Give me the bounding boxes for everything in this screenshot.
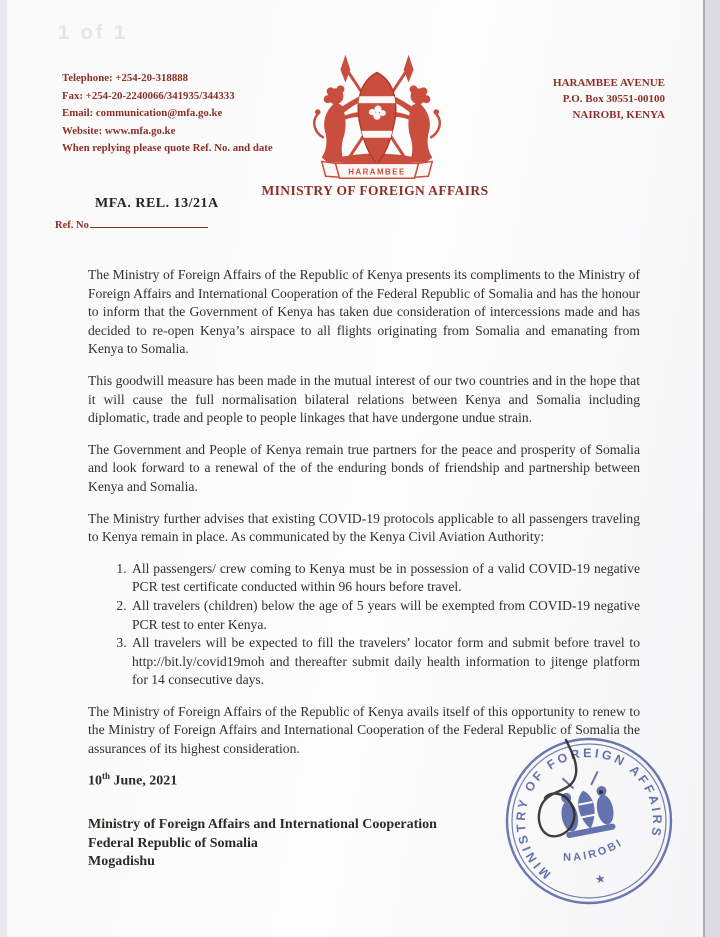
- letterhead-address-block: [553, 75, 665, 123]
- maasai-shield-icon: [353, 73, 400, 165]
- ref-blank-line: [90, 219, 208, 228]
- reference-code: MFA. REL. 13/21A: [95, 196, 219, 211]
- covid-protocol-list: [88, 560, 640, 690]
- list-item: 2. All travelers (children) below the age of 5 years will be exempted from COVID-19 negative PCR test to enter Kenya.: [130, 597, 640, 634]
- stamp-star-icon: ★: [593, 871, 607, 887]
- ministry-title: MINISTRY OF FOREIGN AFFAIRS: [261, 183, 489, 198]
- photo-left-edge: [0, 0, 7, 937]
- svg-text:NAIROBI: [560, 836, 627, 867]
- contact-note: When replying please quote Ref. No. and date: [62, 142, 273, 154]
- letter-body: [88, 266, 640, 772]
- reference-number-line: [55, 219, 208, 231]
- addressee-line: Mogadishu: [88, 854, 155, 869]
- harambee-banner: [322, 161, 433, 178]
- contact-website: Website: www.mfa.go.ke: [62, 124, 176, 137]
- body-paragraph: The Ministry of Foreign Affairs of the Republic of Kenya avails itself of this opportunity to renew to the Ministry of Foreign Affairs and International Cooperation of the Federal Republic of Somalia the assurances of its highest consideration.: [88, 703, 640, 757]
- list-item: 3. All travelers will be expected to fill the travelers’ locator form and submit before travel to http://bit.ly/covid19moh and thereafter submit daily health information to jitenge platform for 14 consecutive days.: [130, 634, 640, 690]
- body-paragraph: The Government and People of Kenya remain true partners for the peace and prosperity of Somalia and look forward to a renewal of the of the enduring bonds of friendship and partnership between Kenya and Somalia.: [88, 441, 640, 494]
- body-paragraph: The Ministry of Foreign Affairs of the Republic of Kenya presents its compliments to the Ministry of Foreign Affairs and International Cooperation of the Federal Republic of Somalia and has the honour to inform that the Government of Kenya has taken due consideration of intercessions made and has decided to re-open Kenya’s airspace to all flights originating from Somalia and emanating from Kenya to Somalia.: [88, 267, 640, 357]
- contact-email: Email: communication@mfa.go.ke: [62, 107, 223, 119]
- contact-telephone: Telephone: +254-20-318888: [62, 72, 189, 84]
- ref-label: Ref. No: [55, 220, 89, 231]
- addressee-block: [88, 816, 437, 872]
- body-paragraph: This goodwill measure has been made in the mutual interest of our two countries and in the hope that it will cause the full normalisation bilateral relations between Kenya and Somalia including diplomatic, trade and people to people linkages that have undergone undue strain.: [88, 372, 640, 426]
- stamp-city-text: NAIROBI: [563, 836, 626, 864]
- letter-date: [88, 771, 177, 790]
- stamp-crest-icon: [555, 770, 617, 839]
- address-line: HARAMBEE AVENUE: [553, 77, 665, 89]
- date-ordinal-suffix: th: [102, 771, 111, 781]
- letterhead-contact-block: [62, 70, 273, 158]
- crest-motto-text: HARAMBEE: [348, 167, 406, 177]
- page-counter-watermark: 1 of 1: [58, 22, 129, 44]
- date-day: 10: [88, 773, 102, 789]
- kenya-coat-of-arms-icon: [298, 52, 456, 182]
- addressee-line: Federal Republic of Somalia: [88, 835, 258, 851]
- addressee-line: Ministry of Foreign Affairs and International Cooperation: [88, 817, 437, 832]
- stamp-ring-text: MINISTRY OF FOREIGN AFFAIRS: [513, 746, 665, 882]
- date-rest: June, 2021: [110, 773, 178, 789]
- address-line: P.O. Box 30551-00100: [562, 93, 665, 105]
- address-line: NAIROBI, KENYA: [572, 109, 665, 121]
- list-item: 1. All passengers/ crew coming to Kenya must be in possession of a valid COVID-19 negative PCR test certificate conducted within 96 hours before travel.: [130, 560, 640, 597]
- ministry-stamp-seal: [500, 732, 678, 910]
- contact-fax: Fax: +254-20-2240066/341935/344333: [62, 89, 235, 102]
- body-paragraph: The Ministry further advises that existing COVID-19 protocols applicable to all passengers traveling to Kenya remain in place. As communicated by the Kenya Civil Aviation Authority:: [88, 510, 640, 545]
